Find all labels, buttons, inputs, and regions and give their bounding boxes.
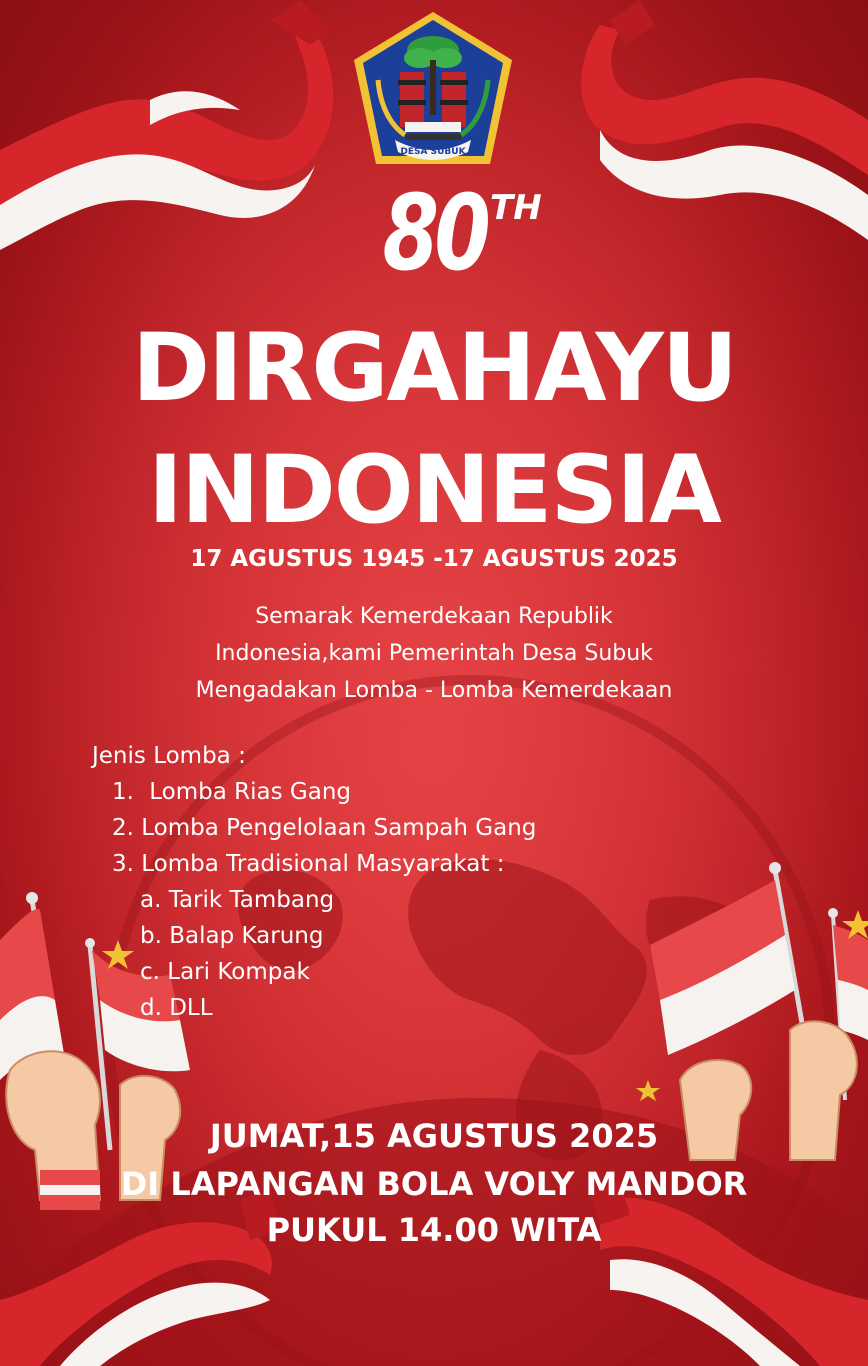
- anniversary-suffix: TH: [490, 188, 542, 228]
- competition-heading: Jenis Lomba :: [92, 743, 246, 769]
- item-label: Lomba Tradisional Masyarakat :: [141, 851, 505, 877]
- event-time: PUKUL 14.00 WITA: [266, 1211, 602, 1249]
- desa-subuk-logo: [350, 10, 516, 168]
- intro-text: [0, 598, 868, 709]
- title-line-1: DIRGAHAYU: [131, 314, 737, 423]
- item-number: 2.: [112, 815, 134, 841]
- logo-text: DESA SUBUK: [400, 147, 466, 157]
- title-line-2: INDONESIA: [148, 436, 720, 545]
- anniversary-badge: [0, 172, 868, 294]
- item-label: Lomba Rias Gang: [149, 779, 352, 805]
- intro-line-2: Indonesia,kami Pemerintah Desa Subuk: [215, 641, 653, 666]
- event-date: JUMAT,15 AGUSTUS 2025: [209, 1117, 659, 1155]
- sub-item: d. DLL: [140, 995, 213, 1021]
- date-range: 17 AGUSTUS 1945 -17 AGUSTUS 2025: [190, 546, 678, 572]
- competition-item: [112, 810, 536, 846]
- item-label: Lomba Pengelolaan Sampah Gang: [141, 815, 537, 841]
- intro-line-1: Semarak Kemerdekaan Republik: [255, 604, 613, 629]
- competition-item: [112, 846, 504, 882]
- event-location: DI LAPANGAN BOLA VOLY MANDOR: [120, 1165, 748, 1203]
- item-number: 3.: [112, 851, 134, 877]
- intro-line-3: Mengadakan Lomba - Lomba Kemerdekaan: [195, 678, 673, 703]
- anniversary-number: 80: [382, 172, 486, 294]
- competition-item: [112, 774, 351, 810]
- sub-item: b. Balap Karung: [140, 923, 324, 949]
- sub-item: c. Lari Kompak: [140, 959, 310, 985]
- sub-item: a. Tarik Tambang: [140, 887, 335, 913]
- item-number: 1.: [112, 779, 134, 805]
